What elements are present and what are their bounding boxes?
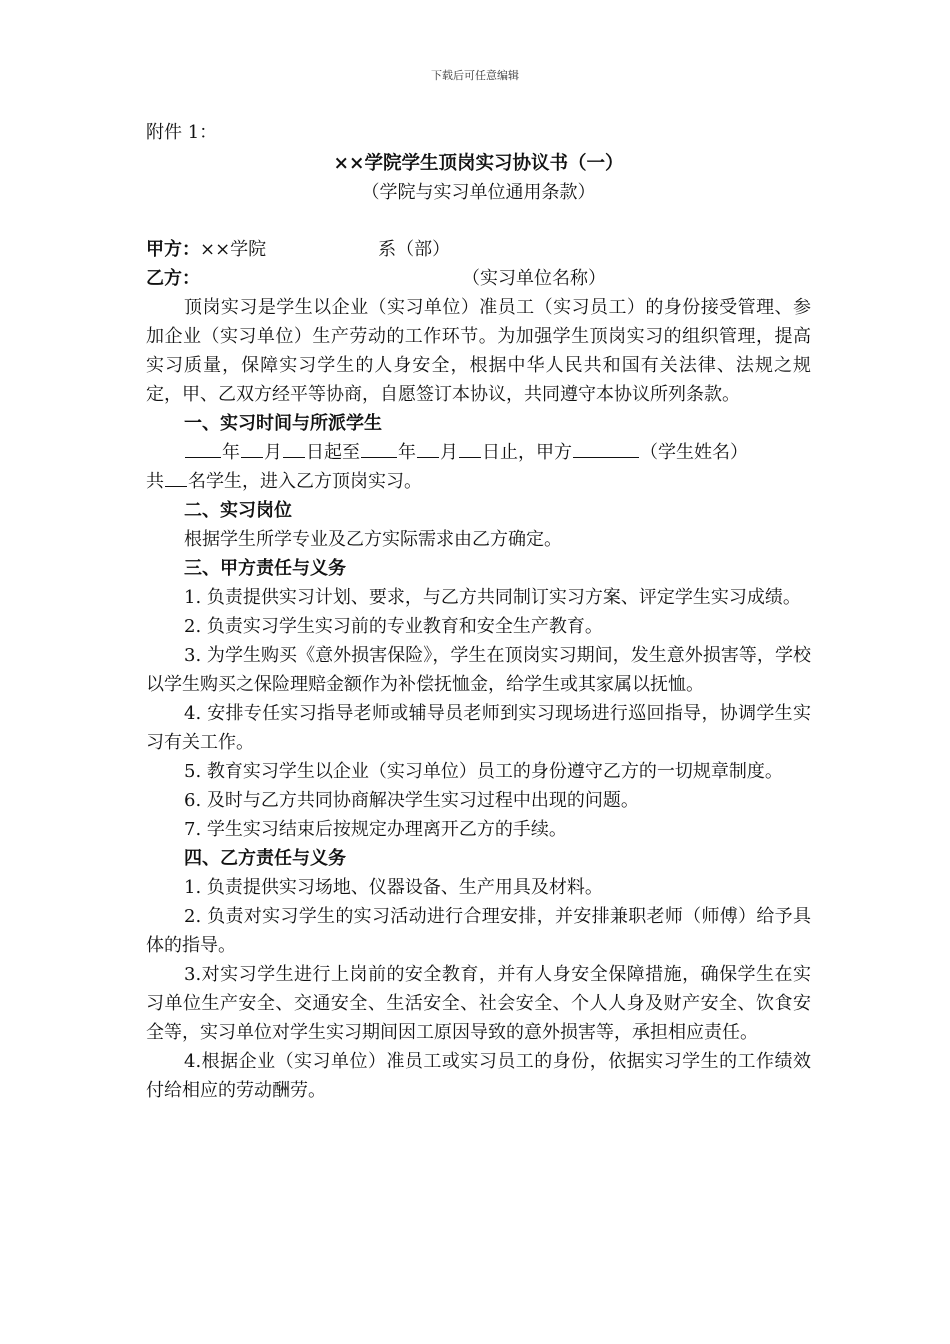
party-b-note: （实习单位名称） xyxy=(462,268,606,289)
party-b-line xyxy=(146,264,811,293)
section3-item: 7. 学生实习结束后按规定办理离开乙方的手续。 xyxy=(184,819,567,840)
intro-paragraph: 顶岗实习是学生以企业（实习单位）准员工（实习员工）的身份接受管理、参加企业（实习单位）生产劳动的工作环节。为加强学生顶岗实习的组织管理，提高实习质量，保障实习学生的人身安全，根据中华人民共和国有关法律、法规之规定，甲、乙双方经平等协商，自愿签订本协议，共同遵守本协议所列条款。 xyxy=(146,297,811,405)
label-year: 年 xyxy=(398,442,416,463)
party-a-label: 甲方： xyxy=(146,239,200,260)
document-body xyxy=(146,118,811,1105)
section4-item: 1. 负责提供实习场地、仪器设备、生产用具及材料。 xyxy=(184,877,603,898)
party-b-label: 乙方： xyxy=(146,268,200,289)
section1-count-line xyxy=(146,467,811,496)
document-title: ××学院学生顶岗实习协议书（一） xyxy=(333,153,624,174)
blank-day-to xyxy=(459,439,481,458)
section3-item: 2. 负责实习学生实习前的专业教育和安全生产教育。 xyxy=(184,616,603,637)
label-day-to: 日止，甲方 xyxy=(482,442,572,463)
label-day-from: 日起至 xyxy=(306,442,360,463)
section4-item: 4.根据企业（实习单位）准员工或实习员工的身份，依据实习学生的工作绩效付给相应的劳动酬劳。 xyxy=(146,1051,811,1101)
blank-student-name xyxy=(573,439,639,458)
blank-month-from xyxy=(241,439,263,458)
party-a-value: ××学院 xyxy=(200,239,267,260)
section4-item: 3.对实习学生进行上岗前的安全教育，并有人身安全保障措施，确保学生在实习单位生产安全、交通安全、生活安全、社会安全、个人人身及财产安全、饮食安全等，实习单位对学生实习期间因工原因导致的意外损害等，承担相应责任。 xyxy=(146,964,811,1043)
label-students-enter: 名学生，进入乙方顶岗实习。 xyxy=(188,471,422,492)
label-month: 月 xyxy=(440,442,458,463)
blank-student-count xyxy=(165,468,187,487)
party-a-dept: 系（部） xyxy=(378,239,451,260)
section1-dates-line xyxy=(146,438,811,467)
party-a-line xyxy=(146,235,811,264)
label-total: 共 xyxy=(146,471,164,492)
label-year: 年 xyxy=(222,442,240,463)
blank-month-to xyxy=(417,439,439,458)
section3-item: 6. 及时与乙方共同协商解决学生实习过程中出现的问题。 xyxy=(184,790,639,811)
label-month: 月 xyxy=(264,442,282,463)
section3-item: 4. 安排专任实习指导老师或辅导员老师到实习现场进行巡回指导，协调学生实习有关工作。 xyxy=(146,703,811,753)
section3-item: 1. 负责提供实习计划、要求，与乙方共同制订实习方案、评定学生实习成绩。 xyxy=(184,587,801,608)
blank-year-from xyxy=(185,439,221,458)
section3-heading: 三、甲方责任与义务 xyxy=(184,558,346,579)
section1-heading: 一、实习时间与所派学生 xyxy=(184,413,382,434)
label-student-name: （学生姓名） xyxy=(640,442,748,463)
section4-item: 2. 负责对实习学生的实习活动进行合理安排，并安排兼职老师（师傅）给予具体的指导。 xyxy=(146,906,811,956)
attachment-label: 附件 1： xyxy=(146,122,218,143)
document-subtitle: （学院与实习单位通用条款） xyxy=(361,182,596,203)
section2-heading: 二、实习岗位 xyxy=(184,500,292,521)
section3-item: 5. 教育实习学生以企业（实习单位）员工的身份遵守乙方的一切规章制度。 xyxy=(184,761,783,782)
section4-heading: 四、乙方责任与义务 xyxy=(184,848,346,869)
section2-text: 根据学生所学专业及乙方实际需求由乙方确定。 xyxy=(184,529,562,550)
blank-day-from xyxy=(283,439,305,458)
section3-item: 3. 为学生购买《意外损害保险》，学生在顶岗实习期间，发生意外损害等，学校以学生购买之保险理赔金额作为补偿抚恤金，给学生或其家属以抚恤。 xyxy=(146,645,811,695)
header-note: 下载后可任意编辑 xyxy=(431,69,519,82)
blank-year-to xyxy=(361,439,397,458)
